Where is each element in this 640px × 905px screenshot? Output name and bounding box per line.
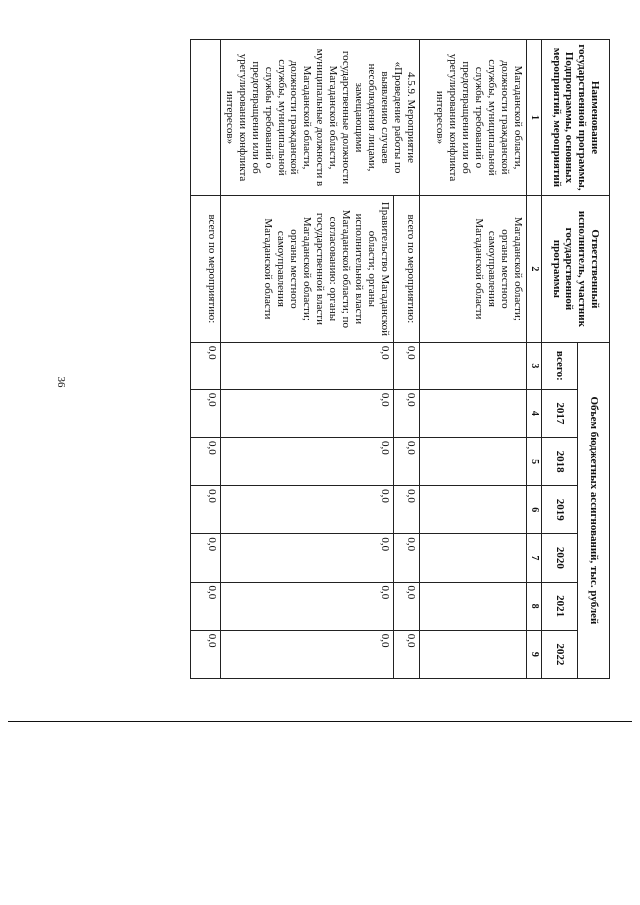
page-number: 36	[55, 376, 67, 388]
table-row	[394, 40, 420, 679]
value-cell: 0,0	[220, 438, 394, 486]
row-responsible: всего по мероприятию:	[190, 196, 220, 343]
table-area	[110, 39, 610, 679]
value-cell: 0,0	[394, 389, 420, 437]
column-number: 6	[527, 486, 542, 534]
value-cell	[420, 389, 527, 437]
header-name: Наименование государственной программы, Подпрограммы, основных мероприятий, мероприятий	[542, 40, 610, 196]
header-budget: Объем бюджетных ассигнований, тыс. рублей	[578, 342, 610, 678]
row-name: 4.5.9. Мероприятие «Проведение работы по выявлению случаев несоблюдения лицами, замещающими государственные должности Магаданской области, муниципальные должности в Магаданской области, должности гражданской службы, муниципальной службы требований о предотвращении или об урегулировании конфликта интересов»	[220, 40, 420, 196]
value-cell: 0,0	[220, 534, 394, 582]
value-cell	[420, 486, 527, 534]
value-cell	[420, 438, 527, 486]
value-cell	[420, 582, 527, 630]
header-year: 2021	[542, 582, 578, 630]
value-cell: 0,0	[190, 389, 220, 437]
column-number: 8	[527, 582, 542, 630]
horizontal-rule	[8, 721, 632, 722]
header-responsible: Ответственный исполнитель, участник государственной программы	[542, 196, 610, 343]
column-number: 4	[527, 389, 542, 437]
value-cell: 0,0	[190, 582, 220, 630]
value-cell: 0,0	[394, 342, 420, 389]
column-number: 9	[527, 630, 542, 678]
value-cell: 0,0	[190, 630, 220, 678]
value-cell: 0,0	[394, 534, 420, 582]
value-cell: 0,0	[394, 630, 420, 678]
value-cell: 0,0	[190, 342, 220, 389]
header-year: 2020	[542, 534, 578, 582]
table-row	[190, 40, 220, 679]
row-responsible: Магаданской области; органы местного самоуправления Магаданской области	[420, 196, 527, 343]
column-number: 5	[527, 438, 542, 486]
row-name	[190, 40, 220, 196]
table-row	[420, 40, 527, 679]
value-cell: 0,0	[220, 486, 394, 534]
value-cell: 0,0	[394, 438, 420, 486]
row-responsible: Правительство Магаданской области; органы исполнительной власти Магаданской области; по согласованию: органы государственной власти Магаданской области; органы местного самоуправления Магаданской области	[220, 196, 394, 343]
header-year: 2018	[542, 438, 578, 486]
value-cell	[420, 342, 527, 389]
header-year: 2017	[542, 389, 578, 437]
column-number: 7	[527, 534, 542, 582]
value-cell: 0,0	[394, 582, 420, 630]
value-cell	[420, 630, 527, 678]
row-responsible: всего по мероприятию:	[394, 196, 420, 343]
value-cell: 0,0	[190, 438, 220, 486]
budget-table	[190, 39, 610, 679]
column-number: 3	[527, 342, 542, 389]
row-name: Магаданской области, должности гражданской службы, муниципальной службы требований о предотвращении или об урегулировании конфликта интересов»	[420, 40, 527, 196]
value-cell: 0,0	[190, 486, 220, 534]
value-cell	[420, 534, 527, 582]
header-year: 2019	[542, 486, 578, 534]
value-cell: 0,0	[220, 630, 394, 678]
header-total: всего:	[542, 342, 578, 389]
value-cell: 0,0	[220, 582, 394, 630]
column-number: 1	[527, 40, 542, 196]
value-cell: 0,0	[220, 342, 394, 389]
value-cell: 0,0	[190, 534, 220, 582]
column-number: 2	[527, 196, 542, 343]
value-cell: 0,0	[394, 486, 420, 534]
header-year: 2022	[542, 630, 578, 678]
value-cell: 0,0	[220, 389, 394, 437]
